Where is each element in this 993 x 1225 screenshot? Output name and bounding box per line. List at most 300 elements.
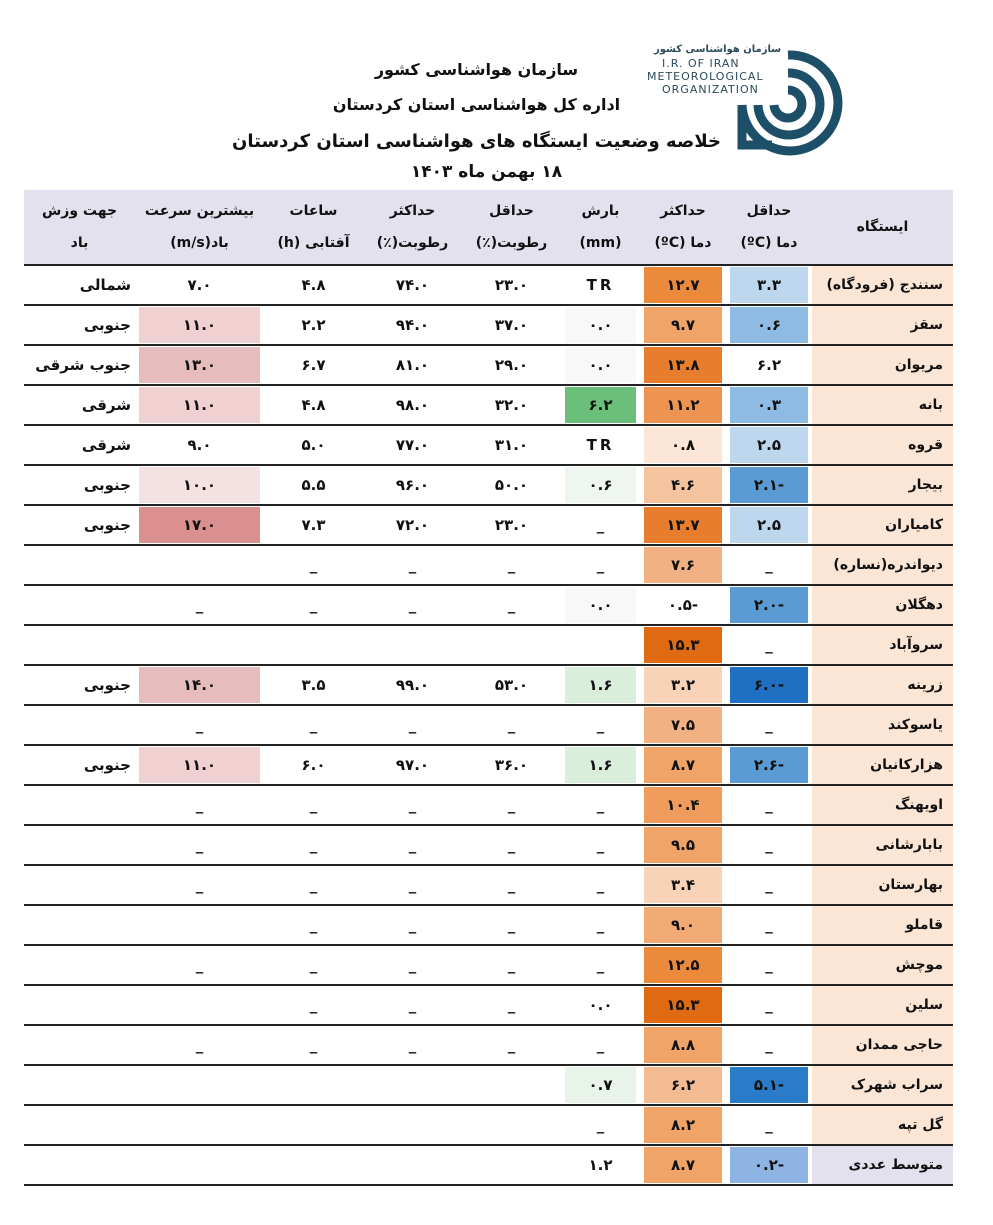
cell-hmin [462, 465, 561, 505]
column-header-line: دما (ºC) [654, 235, 712, 251]
cell-wind [135, 985, 264, 1025]
cell-value [367, 1107, 458, 1143]
cell-hmin [462, 305, 561, 345]
column-header-line: حداکثر [389, 203, 436, 219]
cell-value [28, 707, 131, 743]
cell-hmin [462, 985, 561, 1025]
cell-value: _ [408, 836, 417, 854]
cell-value: ۳۲.۰ [494, 396, 529, 414]
cell-value: _ [507, 916, 516, 934]
logo-text-fa: سازمان هواشناسی کشور [654, 44, 782, 55]
cell-hmax [363, 905, 462, 945]
cell-rain [561, 625, 640, 665]
cell-tmax [640, 785, 726, 825]
cell-sun [264, 985, 363, 1025]
cell-value: ۵۳.۰ [494, 676, 529, 694]
cell-value: _ [309, 876, 318, 894]
cell-rain [561, 305, 640, 345]
station-name: هزارکانیان [812, 745, 953, 785]
cell-value: ۳۶.۰ [494, 756, 529, 774]
cell-value [28, 867, 131, 903]
cell-tmax [640, 705, 726, 745]
column-header [561, 190, 640, 265]
cell-tmax [640, 305, 726, 345]
cell-value [28, 827, 131, 863]
cell-value: ۱۱.۰ [139, 387, 260, 423]
cell-tmax [640, 625, 726, 665]
cell-wind [135, 905, 264, 945]
cell-value [28, 787, 131, 823]
cell-tmin [726, 625, 812, 665]
cell-sun [264, 385, 363, 425]
cell-hmin [462, 385, 561, 425]
cell-sun [264, 345, 363, 385]
table-row [24, 825, 953, 865]
cell-value: ۷.۰ [187, 276, 212, 294]
cell-hmax [363, 745, 462, 785]
cell-value: _ [408, 996, 417, 1014]
cell-value: ۸.۷ [644, 1147, 722, 1183]
station-name: سلین [812, 985, 953, 1025]
cell-wind [135, 345, 264, 385]
cell-value: ۰.۰ [565, 587, 636, 623]
table-row [24, 385, 953, 425]
cell-value: ۸.۷ [644, 747, 722, 783]
table-row [24, 1065, 953, 1105]
cell-value [268, 1067, 359, 1103]
cell-value [139, 987, 260, 1023]
cell-value: ۱۳.۸ [644, 347, 722, 383]
cell-value: _ [596, 956, 605, 974]
cell-tmin [726, 1145, 812, 1185]
cell-hmin [462, 545, 561, 585]
table-row [24, 785, 953, 825]
cell-wind [135, 465, 264, 505]
cell-value: _ [507, 1036, 516, 1054]
cell-value: ۳.۲ [644, 667, 722, 703]
cell-tmax [640, 1065, 726, 1105]
cell-value: _ [309, 796, 318, 814]
column-header-line: باد [70, 235, 89, 251]
cell-value: ۷.۳ [301, 516, 326, 534]
cell-tmin [726, 465, 812, 505]
cell-value: -۲.۰ [730, 587, 808, 623]
table-row [24, 265, 953, 305]
logo-text-line2: METEOROLOGICAL [647, 70, 764, 83]
cell-wind [135, 945, 264, 985]
report-date: ۱۸ بهمن ماه ۱۴۰۳ [410, 162, 563, 182]
table-row [24, 665, 953, 705]
cell-tmin [726, 825, 812, 865]
cell-value: _ [309, 956, 318, 974]
cell-wind [135, 585, 264, 625]
cell-tmin [726, 905, 812, 945]
cell-value: ۲۹.۰ [494, 356, 529, 374]
cell-tmin [726, 1065, 812, 1105]
cell-value: -۵.۱ [730, 1067, 808, 1103]
cell-value: ۷.۵ [644, 707, 722, 743]
cell-value [466, 1107, 557, 1143]
cell-value: _ [596, 1116, 605, 1134]
cell-dir [24, 305, 135, 345]
station-name: بهارستان [812, 865, 953, 905]
cell-value: _ [195, 956, 204, 974]
logo-spiral-icon [732, 45, 844, 163]
cell-tmax [640, 545, 726, 585]
cell-value: ۴.۸ [301, 276, 326, 294]
logo-text-line1: I.R. OF IRAN [662, 57, 740, 70]
cell-value [28, 627, 131, 663]
cell-value: _ [309, 996, 318, 1014]
cell-rain [561, 825, 640, 865]
cell-value: _ [596, 716, 605, 734]
cell-value: جنوبی [83, 516, 131, 534]
cell-value: _ [765, 1116, 773, 1134]
cell-dir [24, 265, 135, 305]
cell-sun [264, 1025, 363, 1065]
cell-dir [24, 985, 135, 1025]
cell-value: _ [507, 996, 516, 1014]
cell-hmin [462, 945, 561, 985]
cell-value [139, 1107, 260, 1143]
cell-hmax [363, 265, 462, 305]
station-name: کامیاران [812, 505, 953, 545]
cell-tmax [640, 985, 726, 1025]
column-header-line: (mm) [579, 235, 622, 251]
cell-value [28, 587, 131, 623]
column-header [24, 190, 135, 265]
cell-value: _ [408, 556, 417, 574]
meteorological-organization-logo [632, 40, 847, 165]
cell-tmax [640, 1105, 726, 1145]
cell-dir [24, 385, 135, 425]
cell-value: _ [309, 556, 318, 574]
cell-hmin [462, 265, 561, 305]
column-header-line: دما (ºC) [740, 235, 798, 251]
cell-value: ۱.۶ [565, 747, 636, 783]
cell-value: ۲۳.۰ [494, 516, 529, 534]
cell-value: -۲.۶ [730, 747, 808, 783]
cell-sun [264, 865, 363, 905]
cell-hmax [363, 1025, 462, 1065]
cell-dir [24, 465, 135, 505]
table-row [24, 625, 953, 665]
cell-value: _ [408, 876, 417, 894]
column-header-line: حداکثر [660, 203, 706, 219]
cell-value [466, 1067, 557, 1103]
cell-hmax [363, 825, 462, 865]
cell-tmin [726, 385, 812, 425]
cell-value: TR [586, 436, 615, 454]
cell-hmin [462, 705, 561, 745]
station-name: بابارشانی [812, 825, 953, 865]
cell-wind [135, 785, 264, 825]
table-row [24, 705, 953, 745]
cell-rain [561, 785, 640, 825]
station-name: قاملو [812, 905, 953, 945]
cell-value: شمالی [79, 276, 131, 294]
cell-dir [24, 785, 135, 825]
station-name: سروآباد [812, 625, 953, 665]
cell-value: ۳.۵ [301, 676, 326, 694]
cell-tmin [726, 345, 812, 385]
cell-value: جنوبی [83, 756, 131, 774]
cell-value: جنوبی [83, 316, 131, 334]
cell-wind [135, 385, 264, 425]
column-header-line: بارش [581, 203, 620, 219]
cell-value: _ [408, 716, 417, 734]
cell-value: ۸.۸ [644, 1027, 722, 1063]
cell-value: ۵.۵ [301, 476, 326, 494]
cell-value: ۸.۲ [644, 1107, 722, 1143]
cell-value: _ [596, 556, 605, 574]
cell-value [139, 627, 260, 663]
cell-value: _ [195, 716, 204, 734]
cell-value: جنوب شرقی [35, 356, 131, 374]
cell-rain [561, 385, 640, 425]
cell-value: ۶.۲ [644, 1067, 722, 1103]
cell-dir [24, 1025, 135, 1065]
column-header [726, 190, 812, 265]
cell-value: _ [765, 556, 773, 574]
cell-hmin [462, 505, 561, 545]
station-name: گل تپه [812, 1105, 953, 1145]
cell-value: ۰.۶ [565, 467, 636, 503]
cell-value: ۷۷.۰ [395, 436, 430, 454]
cell-value: ۱۴.۰ [139, 667, 260, 703]
column-header-line: رطوبت(٪) [475, 235, 548, 251]
cell-hmax [363, 865, 462, 905]
cell-value: ۰.۰ [565, 307, 636, 343]
cell-value: ۹.۰ [187, 436, 212, 454]
column-header-line: رطوبت(٪) [376, 235, 449, 251]
cell-wind [135, 265, 264, 305]
cell-value: ۷۲.۰ [395, 516, 430, 534]
cell-value: ۶.۷ [301, 356, 326, 374]
cell-hmin [462, 745, 561, 785]
report-header [0, 0, 993, 190]
cell-tmin [726, 865, 812, 905]
cell-dir [24, 585, 135, 625]
table-header-row [24, 190, 953, 265]
cell-value: ۹.۰ [644, 907, 722, 943]
cell-value: ۸۱.۰ [395, 356, 430, 374]
cell-tmin [726, 985, 812, 1025]
cell-value: ۴.۸ [301, 396, 326, 414]
column-header [462, 190, 561, 265]
cell-value: _ [507, 556, 516, 574]
cell-value: _ [765, 916, 773, 934]
cell-sun [264, 265, 363, 305]
empty-cell [462, 1145, 561, 1185]
cell-value: شرقی [81, 436, 131, 454]
cell-wind [135, 865, 264, 905]
cell-sun [264, 305, 363, 345]
cell-value: ۶.۲ [756, 356, 781, 374]
cell-value: _ [765, 1036, 773, 1054]
cell-rain [561, 1025, 640, 1065]
cell-rain [561, 1105, 640, 1145]
cell-hmax [363, 545, 462, 585]
cell-sun [264, 505, 363, 545]
cell-value [139, 1067, 260, 1103]
cell-value: ۰.۰ [565, 347, 636, 383]
cell-value: _ [408, 596, 417, 614]
cell-tmax [640, 265, 726, 305]
cell-value: ۶.۰ [301, 756, 326, 774]
cell-value: ۱۳.۷ [644, 507, 722, 543]
cell-value [466, 627, 557, 663]
cell-wind [135, 825, 264, 865]
cell-value: -۲.۱ [730, 467, 808, 503]
cell-wind [135, 1105, 264, 1145]
cell-value: _ [507, 716, 516, 734]
cell-rain [561, 905, 640, 945]
cell-value [565, 627, 636, 663]
station-name: مریوان [812, 345, 953, 385]
cell-value: ۳.۳ [730, 267, 808, 303]
table-row [24, 465, 953, 505]
table-row [24, 305, 953, 345]
cell-rain [561, 665, 640, 705]
cell-tmax [640, 905, 726, 945]
office-name: اداره کل هواشناسی استان کردستان [332, 95, 621, 114]
cell-dir [24, 945, 135, 985]
cell-wind [135, 745, 264, 785]
station-name: زرینه [812, 665, 953, 705]
cell-value: _ [765, 636, 773, 654]
table-row [24, 1105, 953, 1145]
cell-value: ۰.۶ [730, 307, 808, 343]
column-header [135, 190, 264, 265]
cell-tmax [640, 425, 726, 465]
station-name: بیجار [812, 465, 953, 505]
cell-value: _ [408, 956, 417, 974]
cell-rain [561, 465, 640, 505]
table-row [24, 745, 953, 785]
cell-value: _ [596, 916, 605, 934]
cell-value: ۱۱.۰ [139, 747, 260, 783]
cell-value [28, 947, 131, 983]
cell-rain [561, 745, 640, 785]
station-name: سقز [812, 305, 953, 345]
cell-value: جنوبی [83, 476, 131, 494]
cell-value: _ [765, 996, 773, 1014]
column-header-line: آفتابی (h) [277, 235, 350, 251]
cell-value: ۱۵.۳ [644, 627, 722, 663]
cell-wind [135, 625, 264, 665]
cell-value: ۷.۶ [644, 547, 722, 583]
cell-hmax [363, 585, 462, 625]
cell-value [28, 547, 131, 583]
table-row [24, 985, 953, 1025]
station-name: دیواندره(نساره) [812, 545, 953, 585]
cell-rain [561, 865, 640, 905]
station-name: موچش [812, 945, 953, 985]
cell-value: _ [507, 956, 516, 974]
station-name: یاسوکند [812, 705, 953, 745]
cell-sun [264, 825, 363, 865]
cell-rain [561, 1065, 640, 1105]
average-row [24, 1145, 953, 1185]
cell-value [367, 1067, 458, 1103]
cell-value: _ [765, 836, 773, 854]
cell-value: _ [408, 1036, 417, 1054]
cell-sun [264, 745, 363, 785]
column-header [640, 190, 726, 265]
cell-value: ۲.۲ [301, 316, 326, 334]
cell-value: ۱۱.۲ [644, 387, 722, 423]
column-header-line: بیشترین سرعت [144, 203, 255, 219]
cell-hmax [363, 1065, 462, 1105]
cell-hmax [363, 345, 462, 385]
table-row [24, 545, 953, 585]
cell-tmin [726, 945, 812, 985]
cell-sun [264, 945, 363, 985]
cell-wind [135, 705, 264, 745]
empty-cell [24, 1145, 135, 1185]
station-name: حاجی ممدان [812, 1025, 953, 1065]
cell-hmin [462, 865, 561, 905]
cell-value: _ [507, 836, 516, 854]
logo-text-line3: ORGANIZATION [662, 83, 759, 96]
cell-value: ۳.۴ [644, 867, 722, 903]
cell-value: ۳۷.۰ [494, 316, 529, 334]
cell-value: ۰.۸ [644, 427, 722, 463]
cell-value: _ [195, 836, 204, 854]
cell-value [28, 987, 131, 1023]
cell-value: _ [195, 796, 204, 814]
cell-dir [24, 745, 135, 785]
column-header [264, 190, 363, 265]
cell-value: _ [596, 876, 605, 894]
cell-sun [264, 425, 363, 465]
cell-rain [561, 945, 640, 985]
column-header-line: ساعات [289, 203, 338, 219]
cell-hmax [363, 465, 462, 505]
cell-rain [561, 505, 640, 545]
cell-value: _ [195, 1036, 204, 1054]
cell-value: ۹.۷ [644, 307, 722, 343]
cell-value: _ [765, 956, 773, 974]
cell-value: ۱۲.۷ [644, 267, 722, 303]
cell-value: ۱.۲ [588, 1156, 613, 1174]
table-row [24, 425, 953, 465]
cell-dir [24, 905, 135, 945]
cell-tmin [726, 665, 812, 705]
cell-value: ۱۵.۳ [644, 987, 722, 1023]
cell-rain [561, 705, 640, 745]
table-row [24, 345, 953, 385]
column-header [363, 190, 462, 265]
cell-tmax [640, 345, 726, 385]
column-header-line: جهت وزش [41, 203, 118, 219]
station-name: دهگلان [812, 585, 953, 625]
average-label: متوسط عددی [812, 1145, 953, 1185]
cell-sun [264, 1105, 363, 1145]
cell-value: _ [596, 1036, 605, 1054]
cell-value: ۳۱.۰ [494, 436, 529, 454]
empty-cell [363, 1145, 462, 1185]
cell-tmax [640, 505, 726, 545]
cell-tmax [640, 745, 726, 785]
cell-wind [135, 545, 264, 585]
cell-hmax [363, 665, 462, 705]
cell-rain [561, 1145, 640, 1185]
station-name: بانه [812, 385, 953, 425]
cell-value: _ [408, 796, 417, 814]
cell-value [139, 547, 260, 583]
